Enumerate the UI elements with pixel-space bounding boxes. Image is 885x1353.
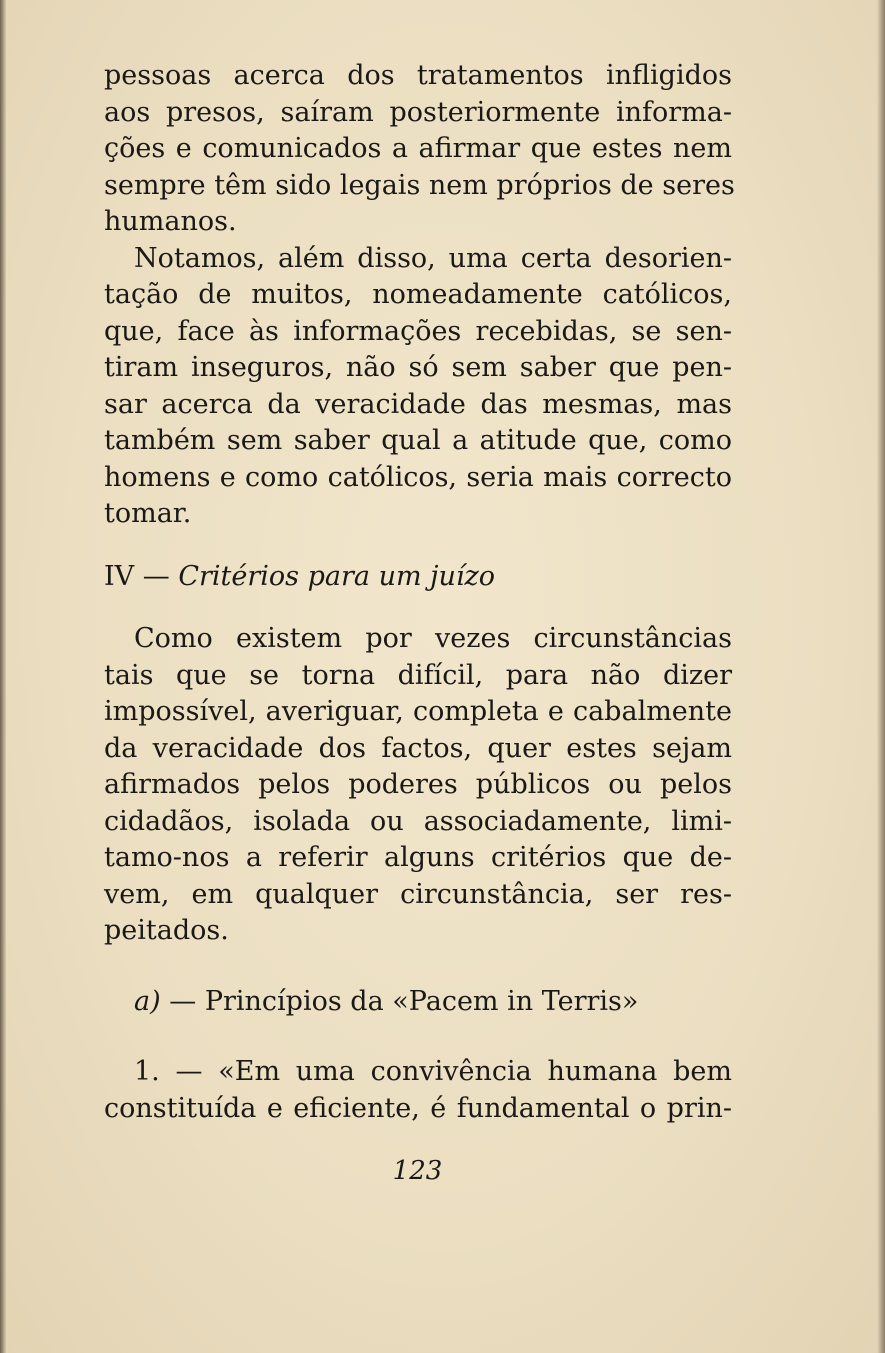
- text-line: que, face às informações recebidas, se sen-: [104, 315, 732, 347]
- paragraph-3: [104, 621, 732, 950]
- text-line: aos presos, saíram posteriormente informa-: [104, 96, 732, 128]
- text-line: humanos.: [104, 206, 237, 237]
- subsection-heading: [104, 984, 732, 1021]
- text-line: tação de muitos, nomeadamente católicos,: [104, 279, 732, 310]
- text-line: tais que se torna difícil, para não dizer: [104, 659, 732, 691]
- text-line: tiram inseguros, não só sem saber que pen-: [104, 352, 732, 383]
- text-line: sar acerca da veracidade das mesmas, mas: [104, 388, 732, 420]
- text-line: da veracidade dos factos, quer estes sejam: [104, 732, 732, 764]
- page-number: 123: [392, 1156, 443, 1186]
- text-line: ções e comunicados a afirmar que estes nem: [104, 133, 732, 164]
- text-line: Notamos, além disso, uma certa desorien-: [134, 242, 732, 274]
- text-line: homens e como católicos, seria mais correcto: [104, 461, 732, 493]
- text-line: cidadãos, isolada ou associadamente, limi-: [104, 805, 732, 837]
- text-line: sempre têm sido legais nem próprios de seres: [104, 169, 735, 201]
- text-line: pessoas acerca dos tratamentos infligidos: [104, 60, 732, 91]
- page-right-edge: [877, 0, 885, 1353]
- paragraph-1: [104, 58, 735, 241]
- text-line: tomar.: [104, 498, 192, 529]
- text-line: impossível, averiguar, completa e cabalmente: [104, 696, 732, 727]
- text-line: peitados.: [104, 915, 229, 946]
- text-line: vem, em qualquer circunstância, ser res-: [104, 878, 732, 910]
- text-line: 1. — «Em uma convivência humana bem: [134, 1056, 732, 1087]
- section-heading: [104, 559, 732, 596]
- page-body: [104, 58, 735, 1127]
- paragraph-4: [104, 1054, 732, 1127]
- text-line: tamo-nos a referir alguns critérios que de-: [104, 842, 732, 873]
- section-number: IV —: [104, 560, 170, 592]
- text-line: também sem saber qual a atitude que, como: [104, 425, 732, 456]
- subsection-title: — Princípios da «Pacem in Terris»: [169, 985, 639, 1017]
- text-line: afirmados pelos poderes públicos ou pelos: [104, 769, 732, 800]
- page-left-edge: [0, 0, 6, 1353]
- text-line: constituída e eficiente, é fundamental o prin-: [104, 1092, 732, 1124]
- section-title: Critérios para um juízo: [178, 560, 496, 592]
- paragraph-2: [104, 241, 732, 533]
- text-line: Como existem por vezes circunstâncias: [134, 623, 732, 654]
- subsection-letter: a): [134, 985, 161, 1017]
